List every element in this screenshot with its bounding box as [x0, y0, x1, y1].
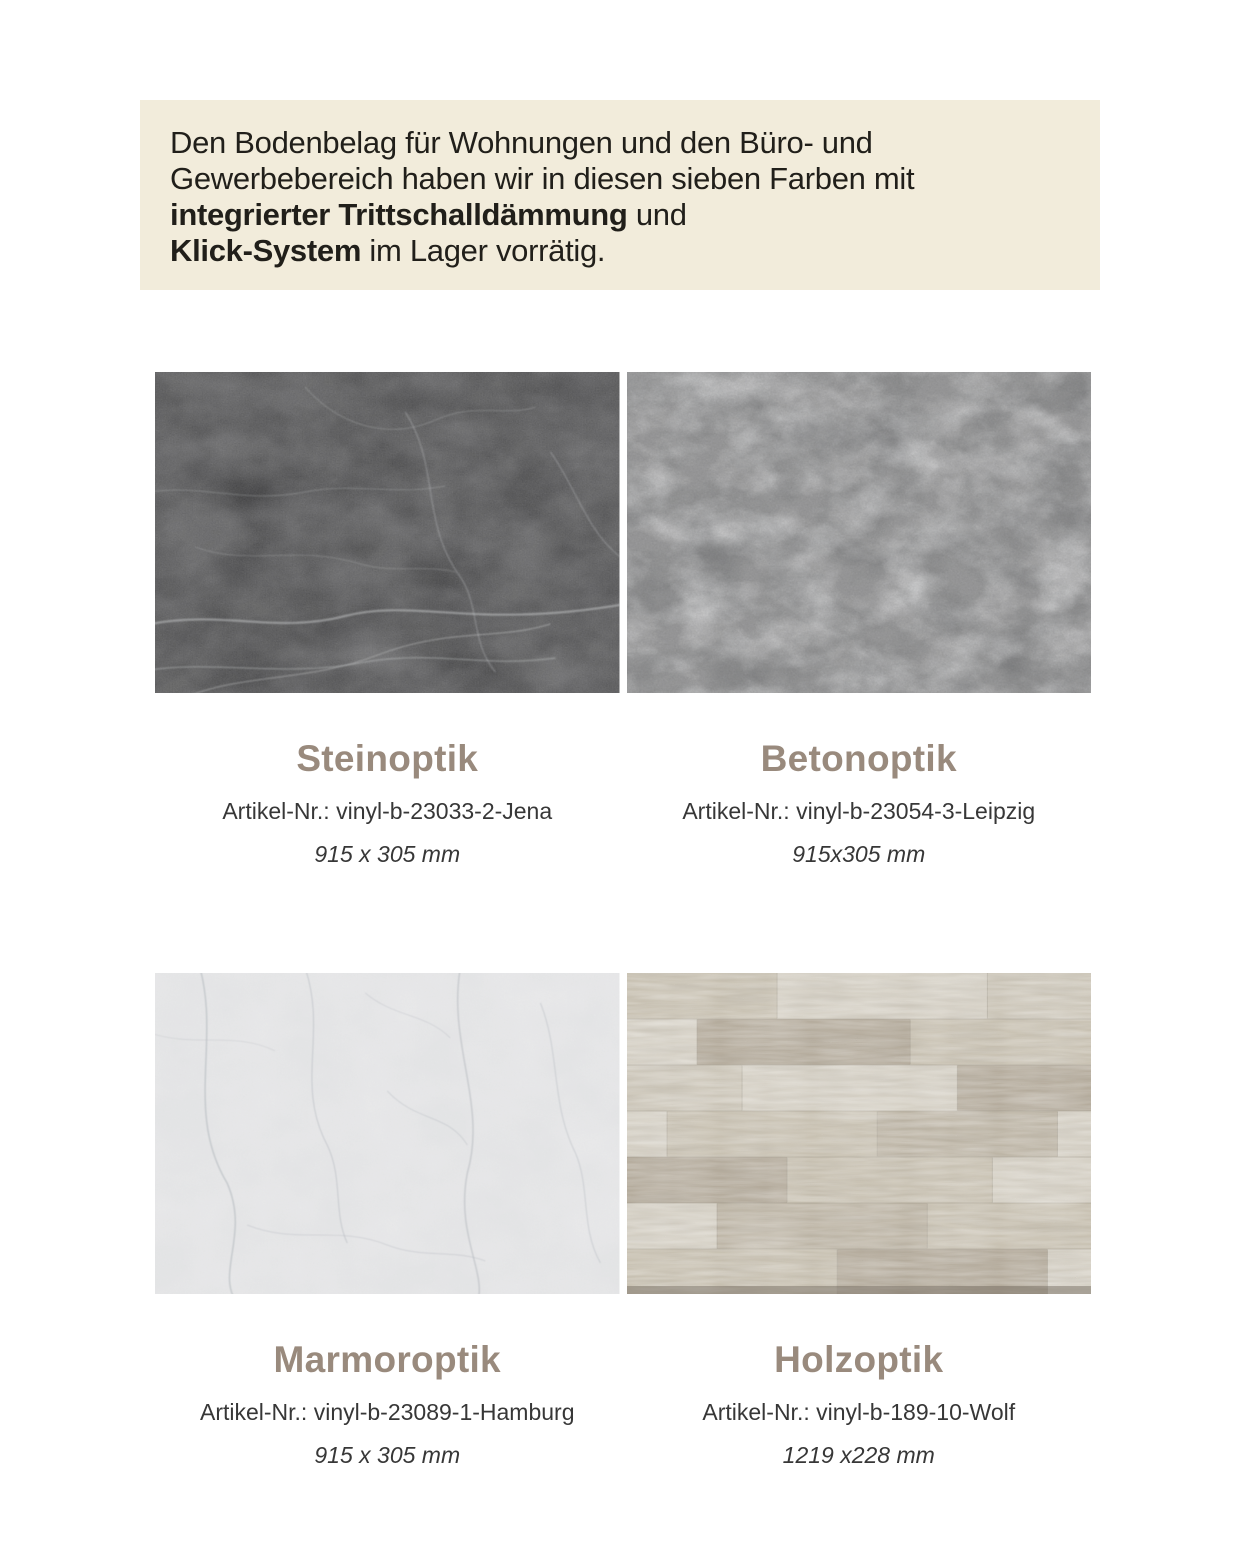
- intro-line-4-rest: im Lager vorrätig.: [361, 233, 606, 268]
- article-number: vinyl-b-189-10-Wolf: [816, 1399, 1016, 1425]
- product-title: Steinoptik: [296, 738, 479, 779]
- article-label: Artikel-Nr.:: [199, 1399, 308, 1425]
- article-number: vinyl-b-23033-2-Jena: [336, 798, 553, 824]
- product-card-steinoptik: [155, 372, 620, 868]
- article-label: Artikel-Nr.:: [222, 798, 330, 824]
- intro-banner: [140, 100, 1100, 290]
- steinoptik-product-image: [155, 372, 620, 693]
- intro-bold-trittschall: integrierter Trittschalldämmung: [170, 197, 628, 232]
- product-card-betonoptik: [627, 372, 1092, 868]
- product-dimensions: 915 x 305 mm: [314, 841, 461, 867]
- article-number-line: [627, 798, 1092, 825]
- product-dimensions: 915x305 mm: [792, 841, 926, 867]
- product-dimensions: 915 x 305 mm: [314, 1442, 461, 1468]
- product-dimensions: 1219 x228 mm: [782, 1442, 935, 1468]
- intro-line-3-rest: und: [627, 197, 687, 232]
- product-title: Betonoptik: [760, 738, 957, 779]
- product-grid: [155, 372, 1091, 1469]
- intro-line-1: Den Bodenbelag für Wohnungen und den Büro- und: [170, 125, 873, 160]
- article-label: Artikel-Nr.:: [682, 798, 790, 824]
- article-number-line: [155, 1399, 620, 1426]
- marmoroptik-product-image: [155, 973, 620, 1294]
- product-card-marmoroptik: [155, 973, 620, 1469]
- article-number-line: [155, 798, 620, 825]
- intro-bold-klicksystem: Klick-System: [170, 233, 362, 268]
- betonoptik-product-image: [627, 372, 1092, 693]
- intro-line-2: Gewerbebereich haben wir in diesen sieben Farben mit: [170, 161, 915, 196]
- intro-text: [170, 125, 1070, 269]
- article-label: Artikel-Nr.:: [702, 1399, 810, 1425]
- article-number: vinyl-b-23054-3-Leipzig: [796, 798, 1036, 824]
- article-number: vinyl-b-23089-1-Hamburg: [313, 1399, 575, 1425]
- article-number-line: [627, 1399, 1092, 1426]
- holzoptik-product-image: [627, 973, 1092, 1294]
- product-title: Marmoroptik: [273, 1339, 501, 1380]
- product-title: Holzoptik: [774, 1339, 944, 1380]
- product-card-holzoptik: [627, 973, 1092, 1469]
